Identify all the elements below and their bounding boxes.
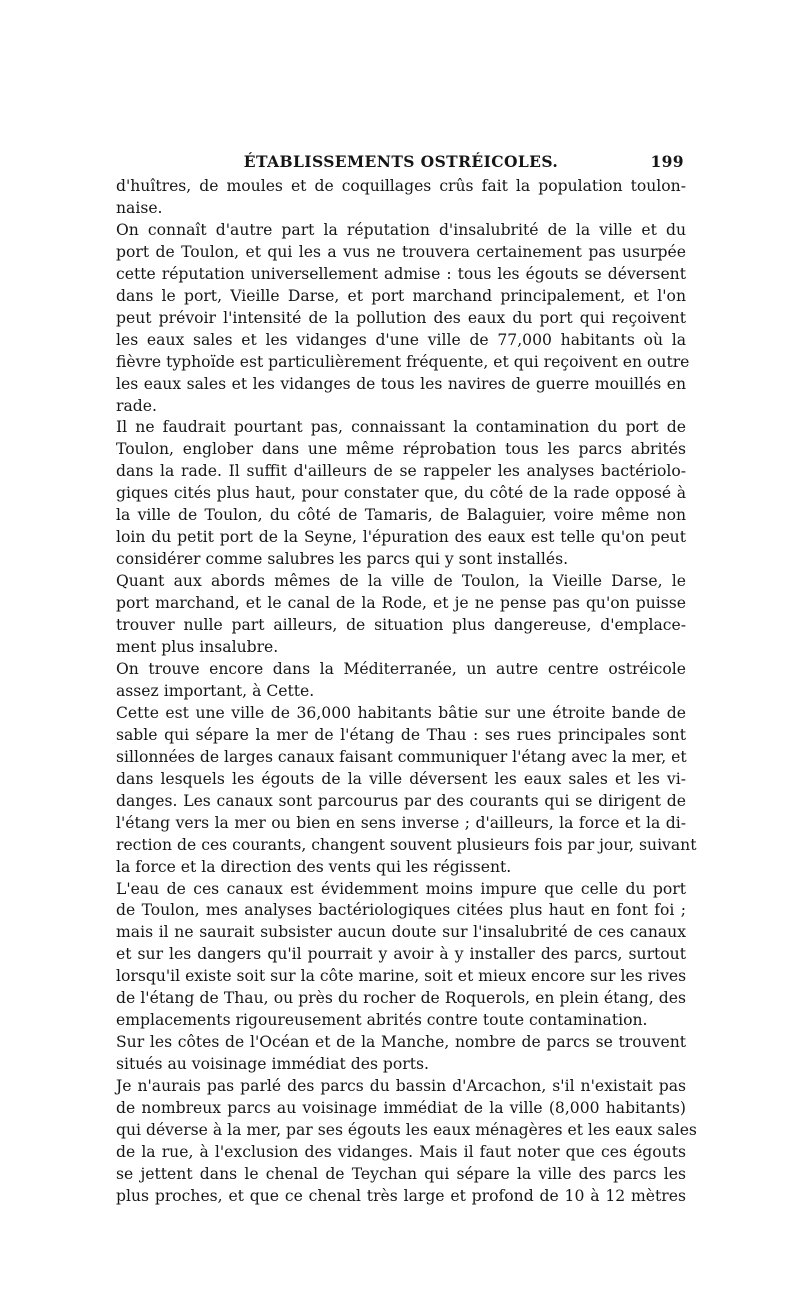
text-line: cette réputation universellement admise : tous les égouts se déversent [116, 264, 686, 283]
text-line: lorsqu'il existe soit sur la côte marine, soit et mieux encore sur les rives [116, 967, 687, 986]
text-line: fièvre typhoïde est particulièrement fréquente, et qui reçoivent en outre [116, 352, 690, 371]
text-line: rection de ces courants, changent souvent plusieurs fois par jour, suivant [116, 835, 697, 854]
text-line: loin du petit port de la Seyne, l'épuration des eaux est telle qu'on peut [116, 528, 686, 547]
text-line: qui déverse à la mer, par ses égouts les eaux ménagères et les eaux sales [116, 1120, 697, 1139]
paragraph [116, 571, 686, 659]
text-line: mais il ne saurait subsister aucun doute sur l'insalubrité de ces canaux [116, 923, 686, 942]
running-title: ÉTABLISSEMENTS OSTRÉICOLES. [243, 152, 559, 171]
text-line: considérer comme salubres les parcs qui y sont installés. [116, 550, 569, 569]
paragraph [116, 879, 686, 1033]
text-line: peut prévoir l'intensité de la pollution des eaux du port qui reçoivent [116, 308, 686, 327]
paragraph [116, 703, 697, 879]
text-line: ment plus insalubre. [116, 638, 279, 657]
text-line: de l'étang de Thau, ou près du rocher de Roquerols, en plein étang, des [116, 989, 686, 1008]
text-line: et sur les dangers qu'il pourrait y avoir à y installer des parcs, surtout [116, 945, 686, 964]
text-line: Je n'aurais pas parlé des parcs du bassin d'Arcachon, s'il n'existait pas [116, 1077, 686, 1096]
text-line: On trouve encore dans la Méditerranée, un autre centre ostréicole [116, 659, 686, 678]
text-line: rade. [116, 396, 157, 415]
text-line: d'huîtres, de moules et de coquillages crûs fait la population toulon- [116, 177, 686, 195]
text-line: On connaît d'autre part la réputation d'insalubrité de la ville et du [116, 220, 686, 239]
text-line: situés au voisinage immédiat des ports. [116, 1055, 429, 1074]
text-line: dans lesquels les égouts de la ville déversent les eaux sales et les vi- [116, 769, 686, 788]
text-line: assez important, à Cette. [116, 681, 315, 700]
paragraph [116, 1076, 697, 1208]
text-line: de nombreux parcs au voisinage immédiat de la ville (8,000 habitants) [116, 1099, 686, 1118]
text-line: sable qui sépare la mer de l'étang de Thau : ses rues principales sont [116, 725, 686, 744]
paragraph [116, 220, 690, 418]
running-head [116, 148, 686, 176]
paragraph [116, 659, 686, 703]
body-text [116, 176, 697, 1208]
text-line: plus proches, et que ce chenal très large et profond de 10 à 12 mètres [116, 1186, 686, 1205]
text-line: dans la rade. Il suffit d'ailleurs de se rappeler les analyses bactériolo- [116, 462, 686, 481]
text-line: trouver nulle part ailleurs, de situation plus dangereuse, d'emplace- [116, 616, 686, 635]
paragraph [116, 176, 686, 220]
text-line: naise. [116, 198, 163, 217]
text-line: se jettent dans le chenal de Teychan qui sépare la ville des parcs les [116, 1164, 686, 1183]
text-line: la ville de Toulon, du côté de Tamaris, de Balaguier, voire même non [116, 506, 686, 525]
text-line: emplacements rigoureusement abrités contre toute contamination. [116, 1011, 648, 1030]
text-line: Il ne faudrait pourtant pas, connaissant la contamination du port de [116, 418, 686, 437]
text-line: la force et la direction des vents qui les régissent. [116, 857, 512, 876]
text-line: L'eau de ces canaux est évidemment moins impure que celle du port [116, 879, 686, 898]
text-line: de la rue, à l'exclusion des vidanges. Mais il faut noter que ces égouts [116, 1142, 686, 1161]
text-line: Quant aux abords mêmes de la ville de Toulon, la Vieille Darse, le [116, 572, 686, 591]
text-line: Sur les côtes de l'Océan et de la Manche, nombre de parcs se trouvent [116, 1033, 686, 1052]
text-line: dans le port, Vieille Darse, et port marchand principalement, et l'on [116, 286, 686, 305]
text-line: giques cités plus haut, pour constater que, du côté de la rade opposé à [116, 484, 686, 503]
paragraph [116, 417, 686, 571]
text-line: sillonnées de larges canaux faisant communiquer l'étang avec la mer, et [116, 747, 687, 766]
page-number: 199 [650, 152, 684, 171]
text-line: Toulon, englober dans une même réprobation tous les parcs abrités [116, 440, 686, 459]
text-line: port marchand, et le canal de la Rode, et je ne pense pas qu'on puisse [116, 594, 686, 613]
text-line: danges. Les canaux sont parcourus par des courants qui se dirigent de [116, 791, 686, 810]
text-line: les eaux sales et les vidanges de tous les navires de guerre mouillés en [116, 374, 686, 393]
paragraph [116, 1032, 686, 1076]
book-page [116, 148, 697, 1208]
text-line: Cette est une ville de 36,000 habitants bâtie sur une étroite bande de [116, 703, 686, 722]
text-line: port de Toulon, et qui les a vus ne trouvera certainement pas usurpée [116, 242, 686, 261]
text-line: de Toulon, mes analyses bactériologiques citées plus haut en font foi ; [116, 901, 686, 920]
text-line: les eaux sales et les vidanges d'une ville de 77,000 habitants où la [116, 330, 686, 349]
text-line: l'étang vers la mer ou bien en sens inverse ; d'ailleurs, la force et la di- [116, 813, 686, 832]
